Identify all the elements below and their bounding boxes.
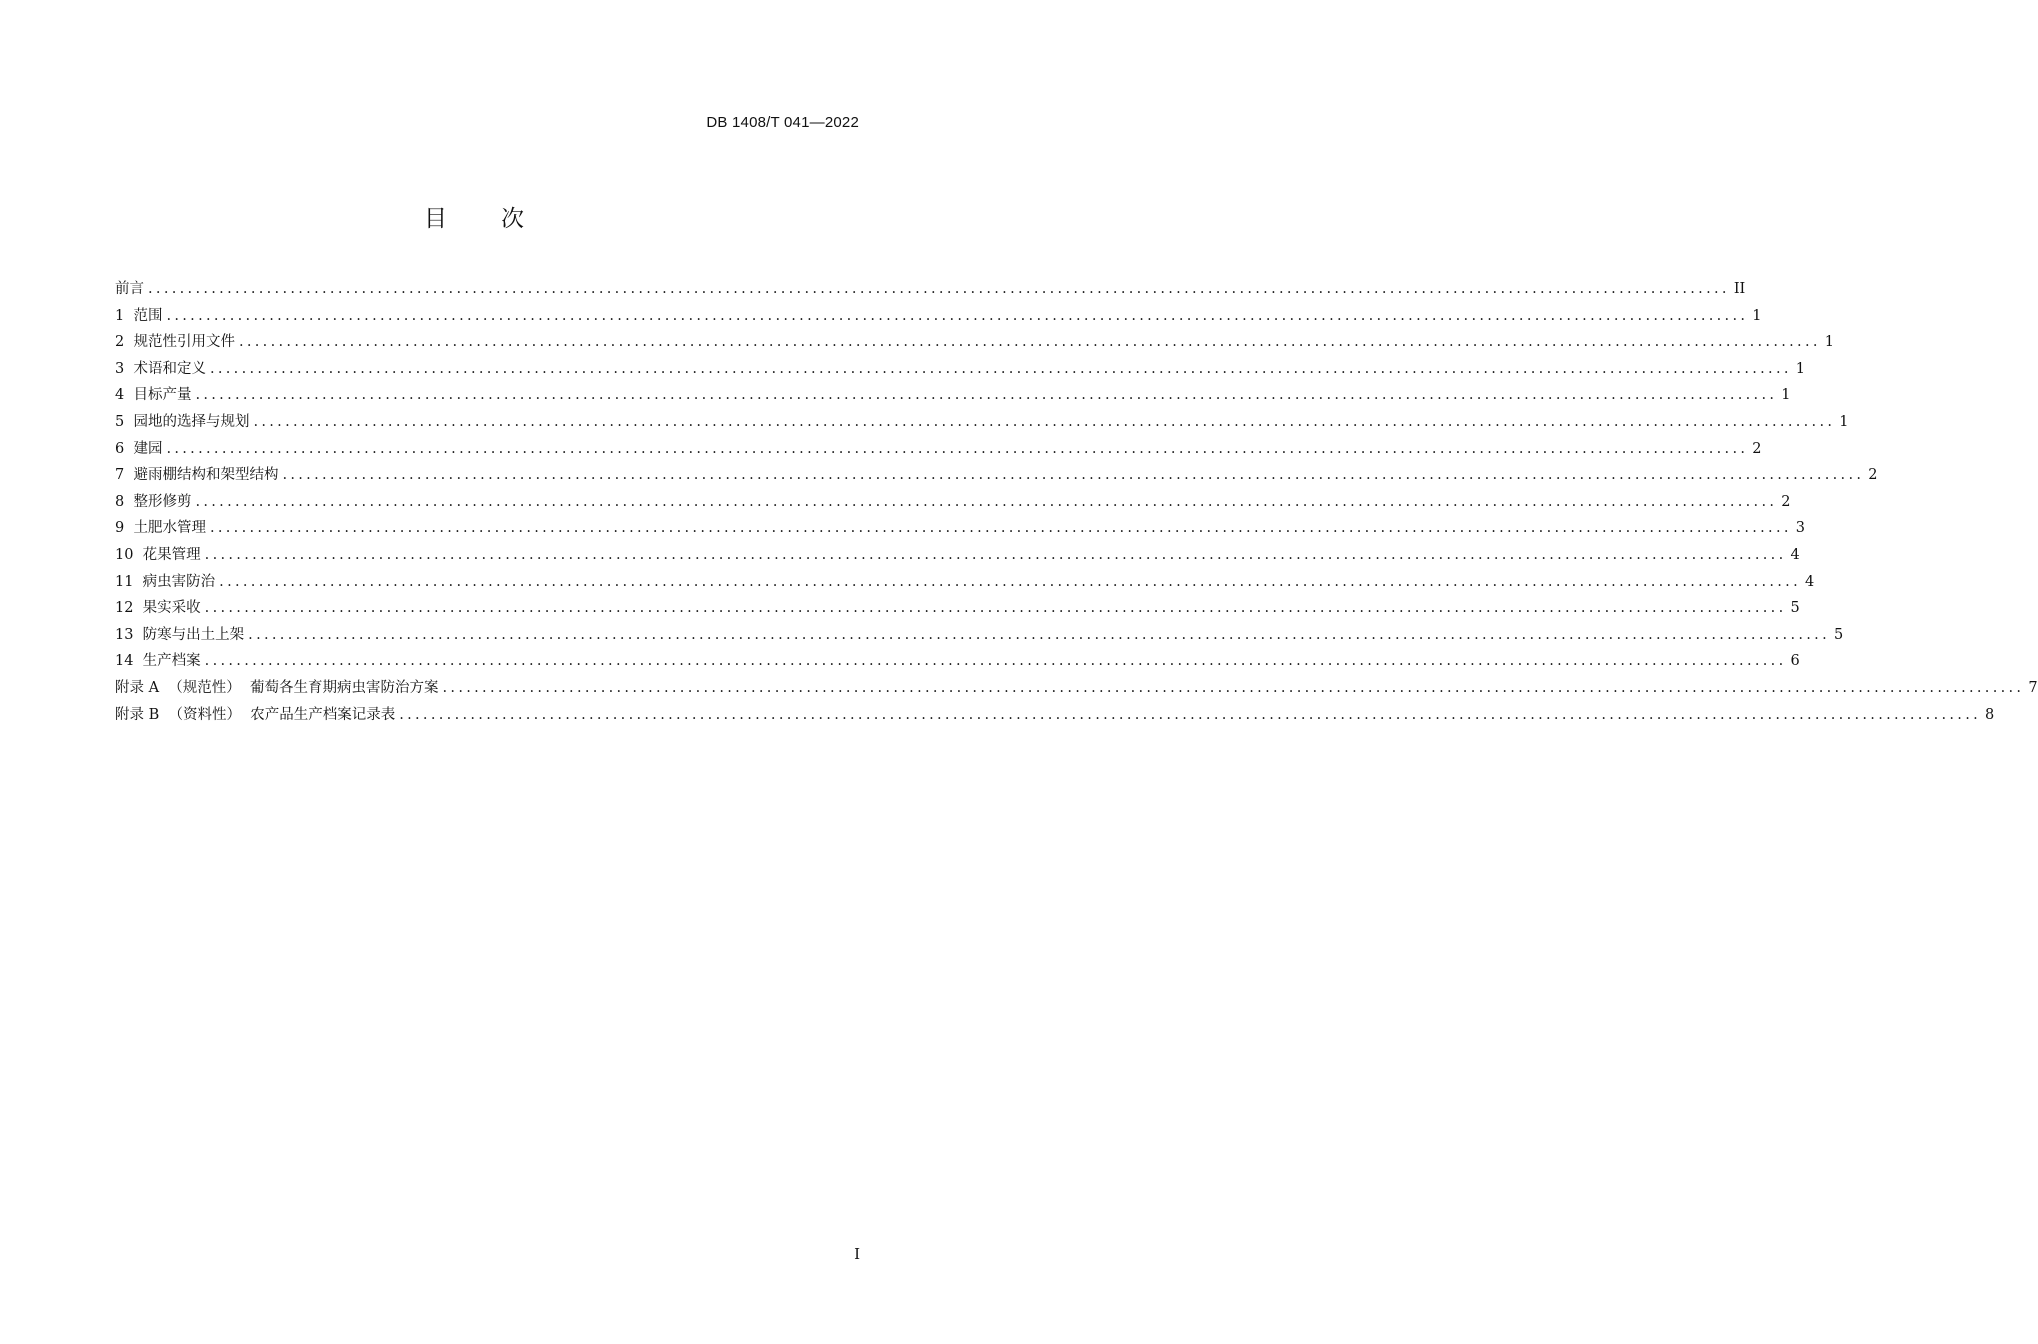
toc-leader-dots: ........................................................................................................................................................................................................ bbox=[219, 573, 1801, 590]
toc-label: 12 果实采收 bbox=[115, 600, 201, 617]
toc-entry-soil-fertilizer-water[interactable] bbox=[115, 515, 1806, 542]
title-char-1: 目 bbox=[424, 206, 449, 232]
toc-leader-dots: ........................................................................................................................................................................................................ bbox=[209, 520, 1792, 537]
toc-entry-scope[interactable] bbox=[115, 303, 1762, 330]
page-number: I bbox=[854, 1245, 860, 1263]
toc-entry-pest-control[interactable] bbox=[115, 569, 1815, 596]
toc-entry-appendix-a[interactable] bbox=[115, 675, 2038, 702]
toc-label: 14 生产档案 bbox=[115, 653, 201, 670]
toc-label: 13 防寒与出土上架 bbox=[115, 626, 245, 643]
toc-label: 附录 B （资料性） 农产品生产档案记录表 bbox=[115, 706, 396, 723]
toc-leader-dots: ........................................................................................................................................................................................................ bbox=[166, 440, 1749, 457]
toc-page-number: 4 bbox=[1805, 573, 1815, 590]
toc-leader-dots: ........................................................................................................................................................................................................ bbox=[204, 546, 1787, 563]
toc-page-number: 5 bbox=[1790, 600, 1800, 617]
toc-page-number: 1 bbox=[1752, 307, 1762, 324]
toc-page-number: 5 bbox=[1834, 626, 1844, 643]
toc-leader-dots: ........................................................................................................................................................................................................ bbox=[238, 334, 1821, 351]
toc-leader-dots: ........................................................................................................................................................................................................ bbox=[195, 387, 1778, 404]
toc-page-number: 4 bbox=[1790, 546, 1800, 563]
toc-label: 4 目标产量 bbox=[115, 387, 192, 404]
toc-label: 3 术语和定义 bbox=[115, 360, 206, 377]
toc-leader-dots: ........................................................................................................................................................................................................ bbox=[248, 626, 1830, 643]
toc-label: 2 规范性引用文件 bbox=[115, 334, 235, 351]
toc-leader-dots: ........................................................................................................................................................................................................ bbox=[204, 600, 1787, 617]
toc-leader-dots: ........................................................................................................................................................................................................ bbox=[166, 307, 1749, 324]
toc-page-number: 2 bbox=[1868, 467, 1878, 484]
toc-page-number: 1 bbox=[1781, 387, 1791, 404]
toc-leader-dots: ........................................................................................................................................................................................................ bbox=[399, 706, 1982, 723]
toc-entry-appendix-b[interactable] bbox=[115, 702, 1995, 729]
toc-page-number: 3 bbox=[1795, 520, 1806, 537]
toc-leader-dots: ........................................................................................................................................................................................................ bbox=[209, 360, 1792, 377]
toc-page-number: 1 bbox=[1795, 360, 1806, 377]
toc-label: 8 整形修剪 bbox=[115, 493, 192, 510]
toc-entry-foreword[interactable] bbox=[115, 276, 1746, 303]
toc-entry-pruning[interactable] bbox=[115, 489, 1791, 516]
toc-entry-orchard-establishment[interactable] bbox=[115, 436, 1762, 463]
toc-leader-dots: ........................................................................................................................................................................................................ bbox=[195, 493, 1778, 510]
toc-leader-dots: ........................................................................................................................................................................................................ bbox=[442, 679, 2025, 696]
page-title bbox=[0, 200, 950, 233]
toc-label: 5 园地的选择与规划 bbox=[115, 413, 250, 430]
toc-leader-dots: ........................................................................................................................................................................................................ bbox=[204, 653, 1787, 670]
toc-leader-dots: ........................................................................................................................................................................................................ bbox=[253, 413, 1836, 430]
toc-page-number: 8 bbox=[1985, 706, 1995, 723]
toc-label: 1 范围 bbox=[115, 307, 163, 324]
toc-page-number: 2 bbox=[1752, 440, 1762, 457]
toc-label: 10 花果管理 bbox=[115, 546, 201, 563]
title-char-2: 次 bbox=[501, 206, 526, 232]
toc-entry-normative-references[interactable] bbox=[115, 329, 1835, 356]
toc-leader-dots: ........................................................................................................................................................................................................ bbox=[148, 281, 1730, 297]
table-of-contents bbox=[115, 276, 2038, 728]
toc-page-number: 1 bbox=[1824, 334, 1835, 351]
toc-entry-terms-definitions[interactable] bbox=[115, 356, 1806, 383]
toc-label: 6 建园 bbox=[115, 440, 163, 457]
toc-page-number: 2 bbox=[1781, 493, 1791, 510]
toc-label: 9 土肥水管理 bbox=[115, 520, 206, 537]
document-code: DB 1408/T 041—2022 bbox=[706, 114, 859, 131]
toc-entry-flower-fruit[interactable] bbox=[115, 542, 1800, 569]
toc-entry-production-records[interactable] bbox=[115, 648, 1800, 675]
toc-label: 11 病虫害防治 bbox=[115, 573, 216, 590]
toc-label: 7 避雨棚结构和架型结构 bbox=[115, 467, 279, 484]
toc-entry-cold-protection[interactable] bbox=[115, 622, 1844, 649]
toc-entry-rain-shelter-structure[interactable] bbox=[115, 462, 1878, 489]
toc-page-number: II bbox=[1733, 281, 1746, 297]
toc-label: 前言 bbox=[115, 281, 144, 297]
toc-page-number: 7 bbox=[2028, 679, 2038, 696]
toc-entry-harvest[interactable] bbox=[115, 595, 1800, 622]
toc-entry-target-yield[interactable] bbox=[115, 382, 1791, 409]
toc-page-number: 6 bbox=[1790, 653, 1800, 670]
toc-entry-site-selection[interactable] bbox=[115, 409, 1849, 436]
toc-leader-dots: ........................................................................................................................................................................................................ bbox=[282, 467, 1865, 484]
toc-page-number: 1 bbox=[1839, 413, 1849, 430]
toc-label: 附录 A （规范性） 葡萄各生育期病虫害防治方案 bbox=[115, 679, 439, 696]
